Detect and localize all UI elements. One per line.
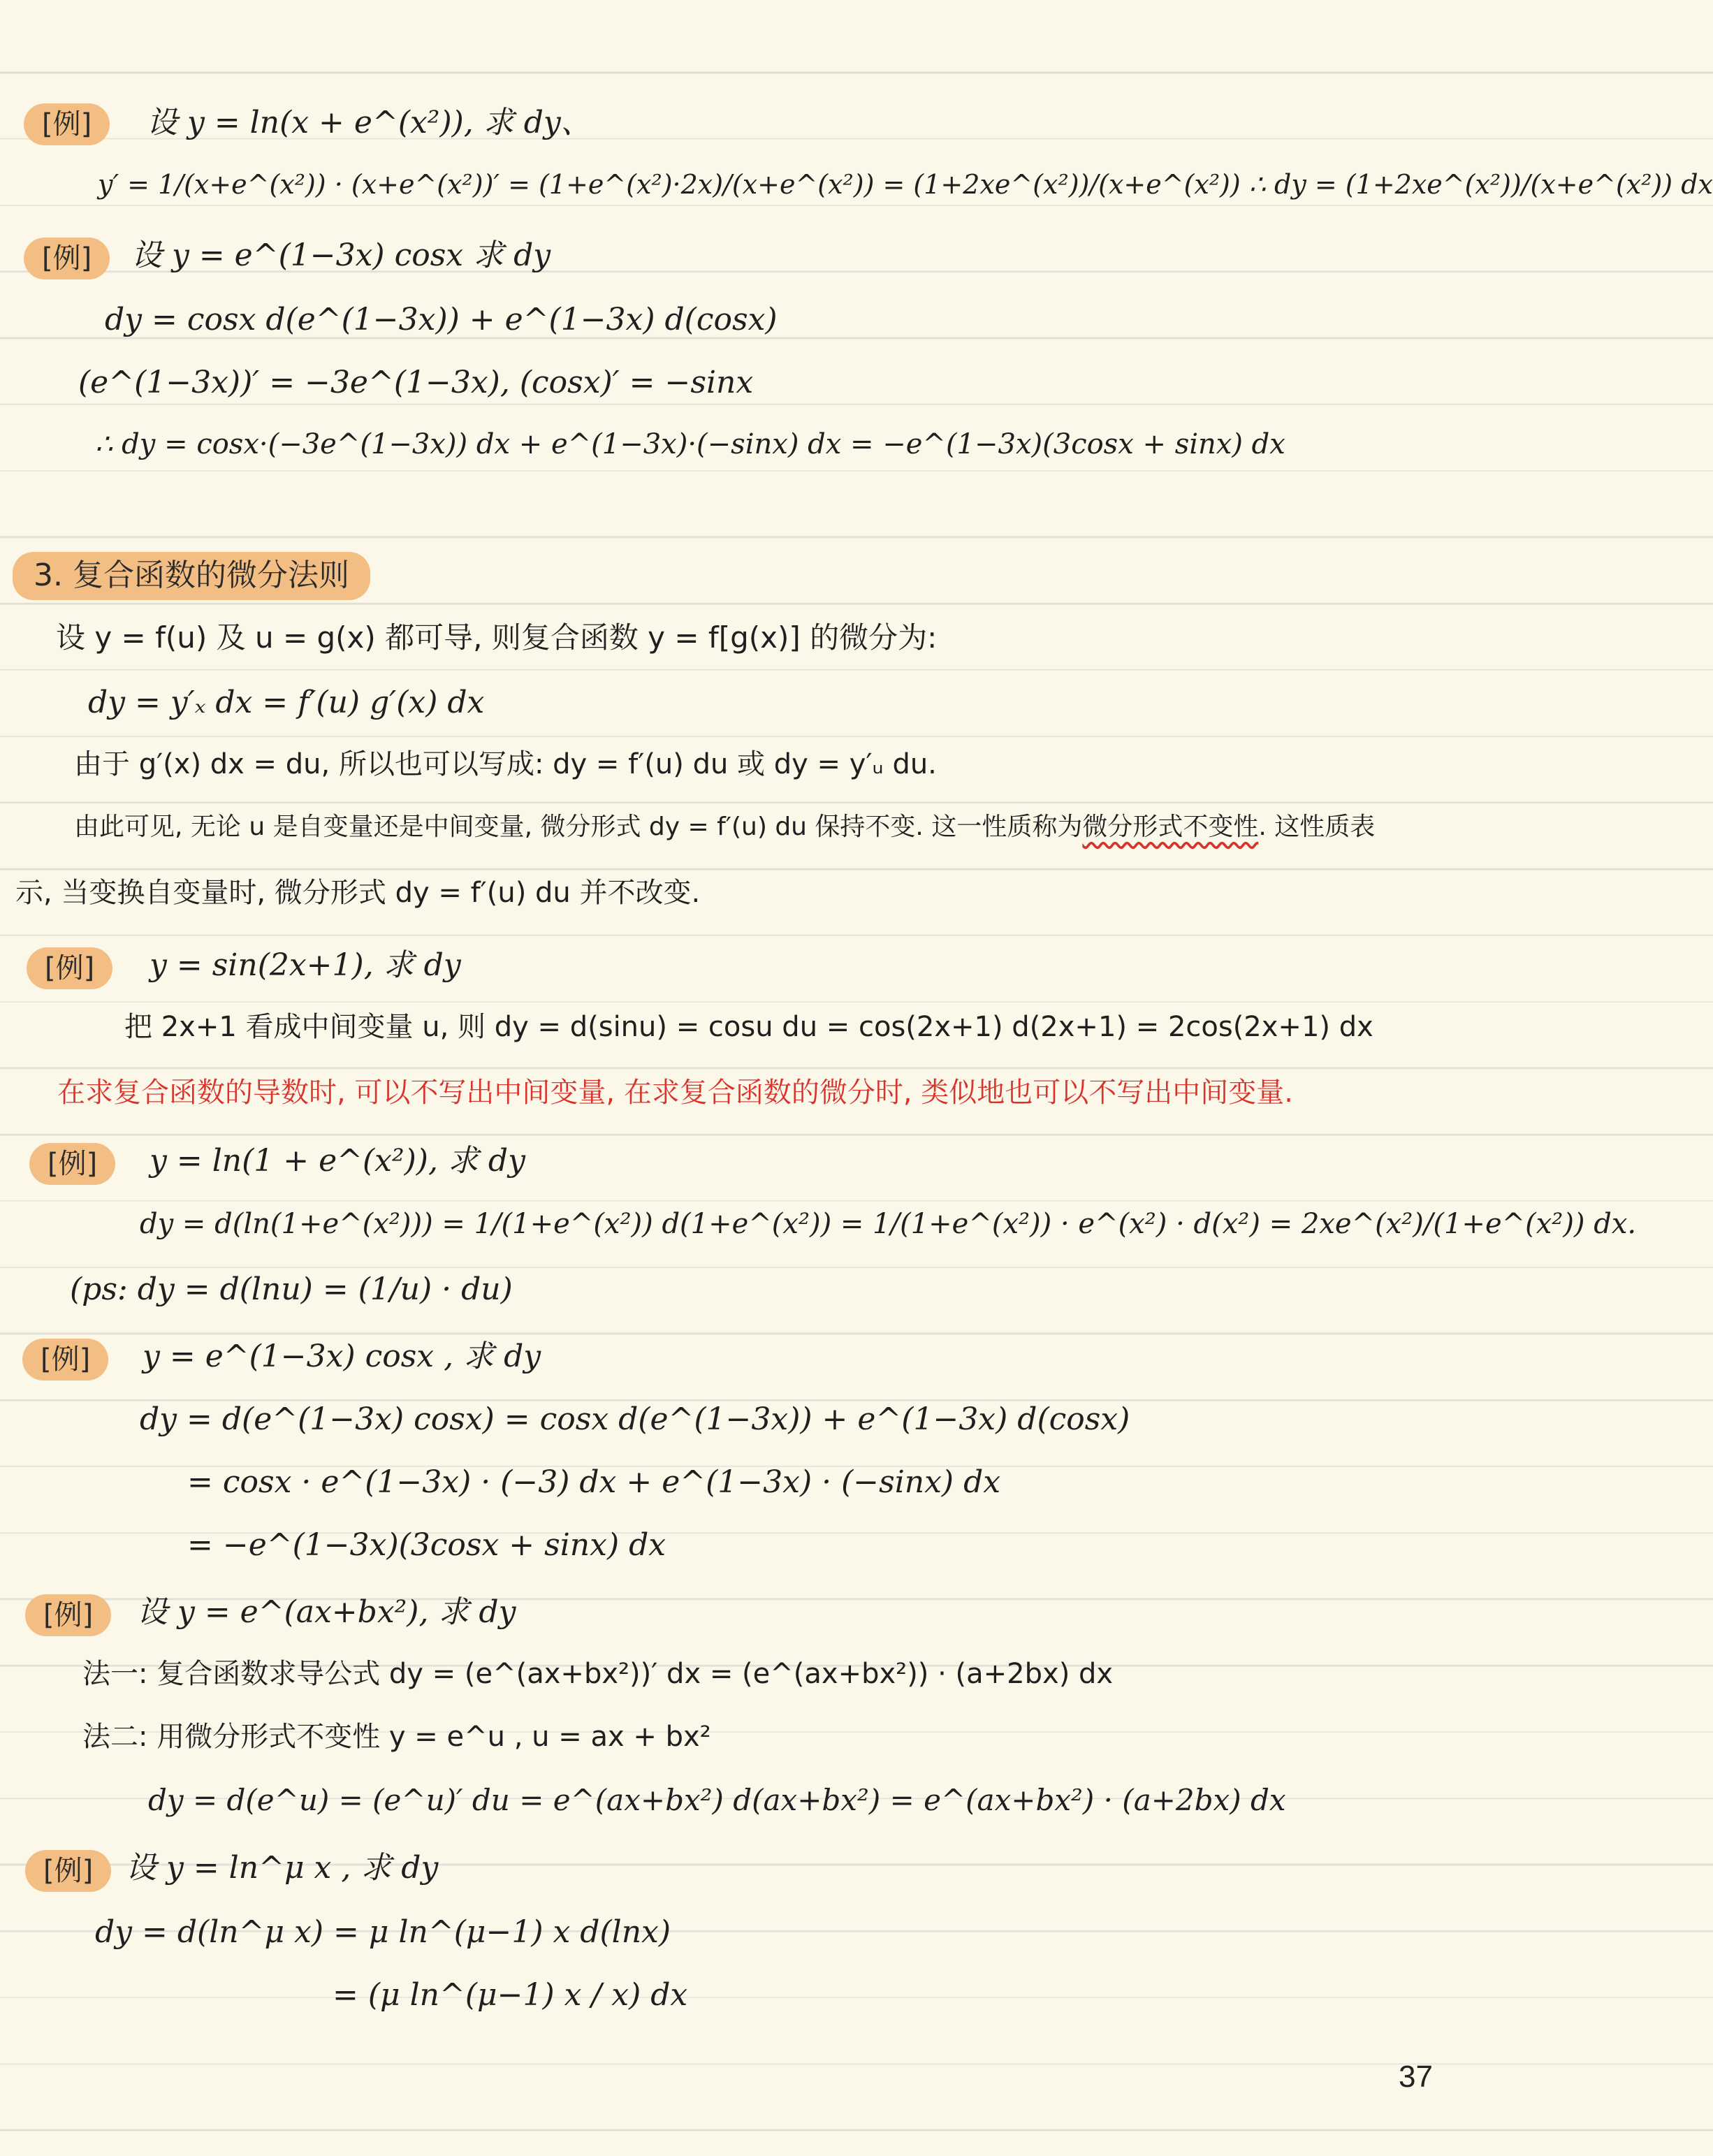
example5-step3: = −e^(1−3x)(3cosx + sinx) dx: [187, 1527, 666, 1563]
example1-problem: 设 y = ln(x + e^(x²)), 求 dy、: [147, 105, 592, 140]
example2-step1: dy = cosx d(e^(1−3x)) + e^(1−3x) d(cosx): [105, 302, 778, 337]
page-number: 37: [1399, 2060, 1433, 2094]
example-tag: [例]: [24, 238, 110, 279]
example7-step1: dy = d(ln^μ x) = μ ln^(μ−1) x d(lnx): [95, 1914, 671, 1950]
section3-line2: dy = y′ₓ dx = f′(u) g′(x) dx: [88, 685, 485, 720]
example-tag: [例]: [25, 1850, 111, 1892]
example-tag: [例]: [22, 1339, 108, 1381]
example6-method1: 法一: 复合函数求导公式 dy = (e^(ax+bx²))′ dx = (e^(ax+bx²)) · (a+2bx) dx: [82, 1658, 1114, 1690]
section3-line1: 设 y = f(u) 及 u = g(x) 都可导, 则复合函数 y = f[g(x)] 的微分为:: [56, 620, 938, 655]
line4-pre: 由此可见, 无论 u 是自变量还是中间变量, 微分形式 dy = f′(u) du 保持不变. 这一性质称为: [74, 813, 1083, 841]
example6-step1: dy = d(e^u) = (e^u)′ du = e^(ax+bx²) d(ax+bx²) = e^(ax+bx²) · (a+2bx) dx: [148, 1783, 1286, 1817]
example5-step2: = cosx · e^(1−3x) · (−3) dx + e^(1−3x) · (−sinx) dx: [187, 1464, 1001, 1500]
example2-problem: 设 y = e^(1−3x) cosx 求 dy: [131, 238, 551, 273]
example5-step1: dy = d(e^(1−3x) cosx) = cosx d(e^(1−3x)) + e^(1−3x) d(cosx): [140, 1401, 1130, 1437]
section3-line5: 示, 当变换自变量时, 微分形式 dy = f′(u) du 并不改变.: [15, 877, 701, 909]
example4-problem: y = ln(1 + e^(x²)), 求 dy: [150, 1143, 525, 1179]
example1-step1: y′ = 1/(x+e^(x²)) · (x+e^(x²))′ = (1+e^(x²)·2x)/(x+e^(x²)) = (1+2xe^(x²))/(x+e^(x²)) ∴ dy = (1+2xe^(x²))/(x+e^(x²)) dx: [98, 169, 1713, 200]
example2-step2: (e^(1−3x))′ = −3e^(1−3x), (cosx)′ = −sinx: [78, 365, 754, 400]
example6-problem: 设 y = e^(ax+bx²), 求 dy: [137, 1594, 516, 1630]
section3-line3: 由于 g′(x) dx = du, 所以也可以写成: dy = f′(u) du 或 dy = y′ᵤ du.: [74, 748, 937, 780]
example6-method2: 法二: 用微分形式不变性 y = e^u , u = ax + bx²: [82, 1721, 711, 1753]
section-title: 3. 复合函数的微分法则: [13, 552, 370, 600]
example7-problem: 设 y = ln^μ x , 求 dy: [126, 1850, 439, 1886]
invariance-emphasis: 微分形式不变性: [1082, 813, 1259, 841]
line4-post: . 这性质表: [1258, 813, 1376, 841]
example3-problem: y = sin(2x+1), 求 dy: [150, 947, 461, 983]
section3-line4: [74, 812, 1375, 842]
red-note: 在求复合函数的导数时, 可以不写出中间变量, 在求复合函数的微分时, 类似地也可以不写出中间变量.: [57, 1077, 1294, 1109]
example4-step1: dy = d(ln(1+e^(x²))) = 1/(1+e^(x²)) d(1+e^(x²)) = 1/(1+e^(x²)) · e^(x²) · d(x²) = 2xe^(x²)/(1+e^(x²)) dx.: [140, 1208, 1637, 1240]
example-tag: [例]: [29, 1143, 115, 1185]
example4-ps: (ps: dy = d(lnu) = (1/u) · du): [70, 1272, 513, 1307]
example5-problem: y = e^(1−3x) cosx , 求 dy: [143, 1339, 541, 1374]
example7-step2: = (μ ln^(μ−1) x / x) dx: [333, 1977, 688, 2013]
example-tag: [例]: [25, 1594, 111, 1636]
example-tag: [例]: [24, 103, 110, 145]
example2-step3: ∴ dy = cosx·(−3e^(1−3x)) dx + e^(1−3x)·(−sinx) dx = −e^(1−3x)(3cosx + sinx) dx: [95, 428, 1285, 460]
example-tag: [例]: [27, 947, 112, 989]
example3-step1: 把 2x+1 看成中间变量 u, 则 dy = d(sinu) = cosu du = cos(2x+1) d(2x+1) = 2cos(2x+1) dx: [124, 1011, 1373, 1043]
